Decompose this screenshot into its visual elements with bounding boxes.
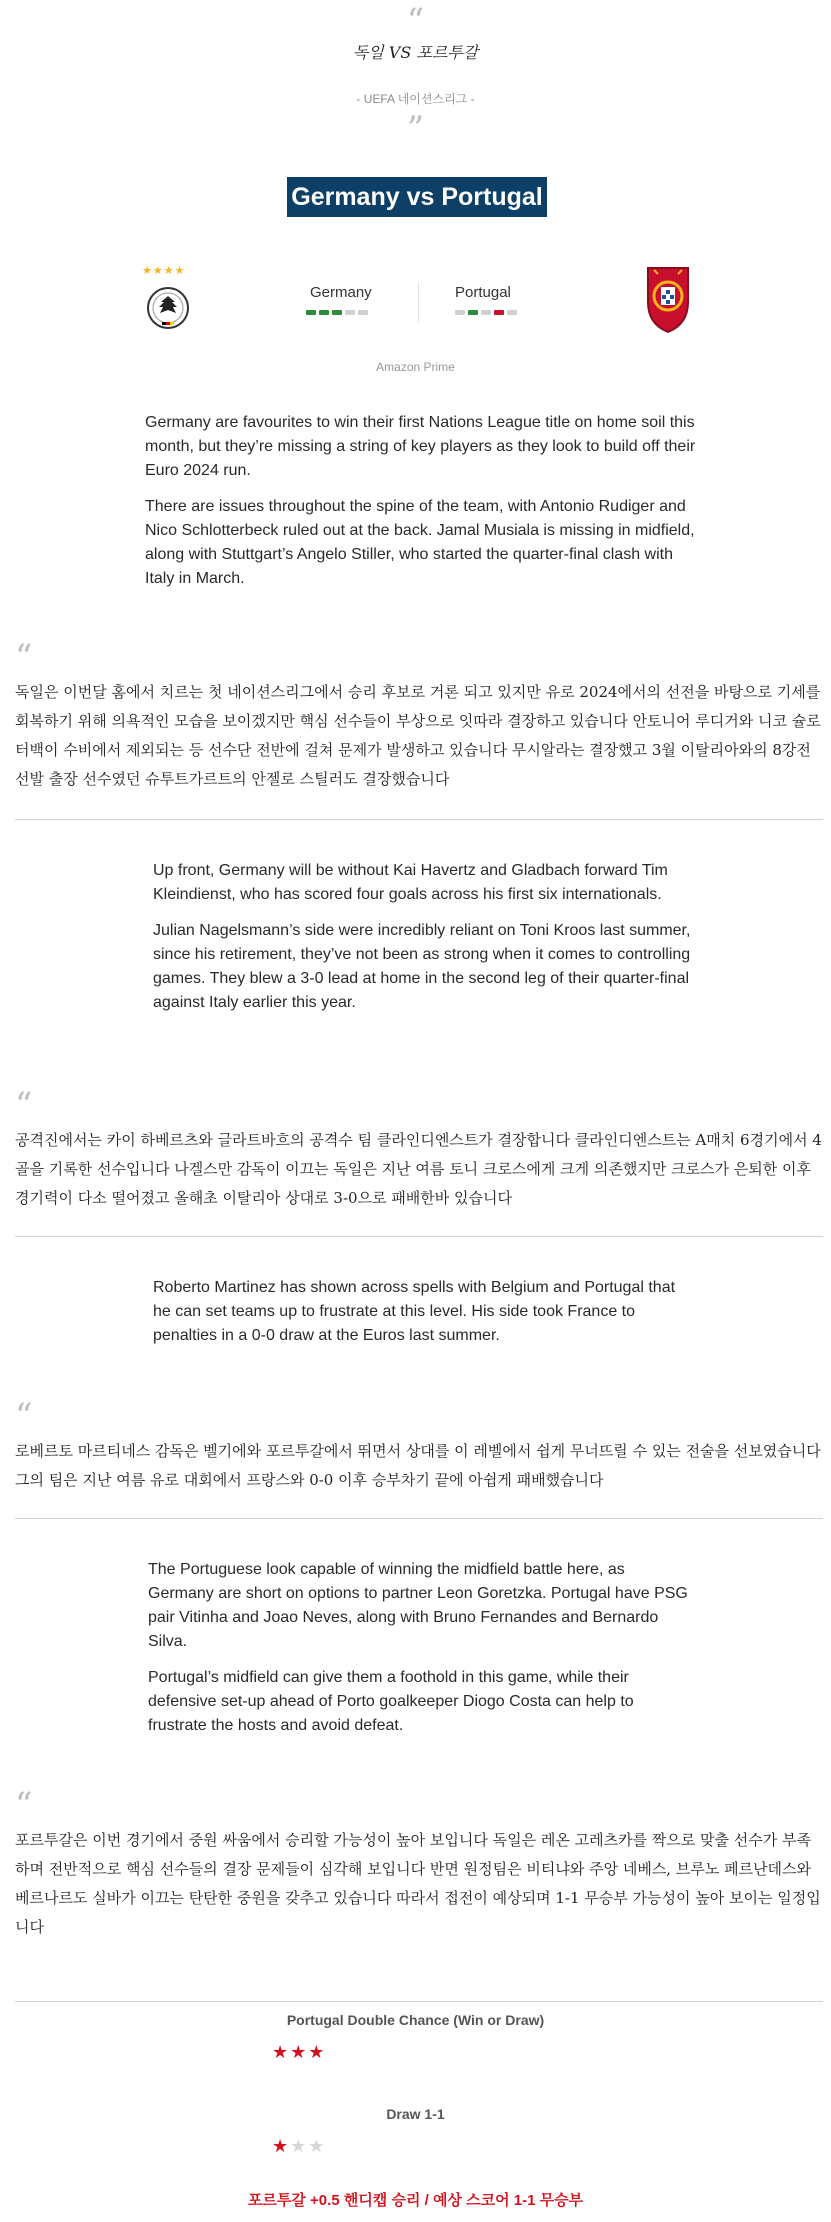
section-divider xyxy=(15,1518,823,1519)
broadcast-channel: Amazon Prime xyxy=(376,360,455,374)
form-result-w xyxy=(319,310,329,315)
star-filled-icon: ★ xyxy=(308,2042,327,2062)
star-filled-icon: ★ xyxy=(272,2042,291,2062)
germany-stars: ★★★★ xyxy=(142,265,186,277)
final-prediction: 포르투갈 +0.5 핸디캡 승리 / 예상 스코어 1-1 무승부 xyxy=(247,2192,584,2209)
form-result-l xyxy=(494,310,504,315)
analysis-paragraph: Up front, Germany will be without Kai Havertz and Gladbach forward Tim Kleindienst, who has scored four goals across his first six internationals. xyxy=(153,862,668,903)
away-team-name: Portugal xyxy=(455,284,511,301)
quote-icon: “ xyxy=(15,1396,33,1436)
analysis-paragraph: Roberto Martinez has shown across spells with Belgium and Portugal that he can set teams up to frustrate at this level. His side took France to penalties in a 0-0 draw at the Euros last summer. xyxy=(153,1279,676,1344)
match-banner: Germany vs Portugal xyxy=(287,177,547,217)
section-divider xyxy=(15,819,823,820)
pick-rating-1 xyxy=(272,2042,326,2063)
pick-title-1: Portugal Double Chance (Win or Draw) xyxy=(286,2012,545,2028)
competition-label: - UEFA 네이션스리그 - xyxy=(356,92,475,106)
close-quote-icon: ” xyxy=(406,109,425,149)
star-filled-icon: ★ xyxy=(290,2042,309,2062)
analysis-paragraph: The Portuguese look capable of winning the midfield battle here, as Germany are short on options to partner Leon Goretzka. Portugal have PSG pair Vitinha and Joao Neves, along with Bruno Fernandes and Bernardo Silva. xyxy=(148,1561,688,1650)
korean-analysis-2 xyxy=(15,1085,825,1213)
section-divider xyxy=(15,1236,823,1237)
pick-rating-2 xyxy=(272,2136,326,2157)
open-quote-icon: “ xyxy=(406,1,425,41)
form-result-d xyxy=(358,310,368,315)
korean-analysis-3 xyxy=(15,1396,825,1495)
english-analysis-1 xyxy=(145,411,700,603)
section-divider xyxy=(15,2001,823,2002)
star-empty-icon: ★ xyxy=(290,2136,309,2156)
form-result-d xyxy=(455,310,465,315)
star-empty-icon: ★ xyxy=(308,2136,327,2156)
form-result-w xyxy=(332,310,342,315)
korean-paragraph: 독일은 이번달 홈에서 치르는 첫 네이션스리그에서 승리 후보로 거론 되고 있지만 유로 2024에서의 선전을 바탕으로 기세를 회복하기 위해 의욕적인 모습을 보이겠지만 핵심 선수들이 부상으로 잇따라 결장하고 있습니다 안토니어 루디거와 니코 슐로터백이 수비에서 제외되는 등 선수단 전반에 걸쳐 문제가 발생하고 있습니다 무시알라는 결장했고 3월 이탈리아와의 8강전 선발 출장 선수였던 슈투트가르트의 안젤로 스틸러도 결장했습니다 xyxy=(15,683,821,788)
away-team-form xyxy=(455,310,517,315)
team-divider xyxy=(418,282,419,322)
form-result-d xyxy=(481,310,491,315)
analysis-paragraph: Julian Nagelsmann’s side were incredibly reliant on Toni Kroos last summer, since his retirement, they’ve not been as strong when it comes to controlling games. They blew a 3-0 lead at home in the second leg of their quarter-final against Italy earlier this year. xyxy=(153,922,691,1011)
english-analysis-2 xyxy=(153,859,693,1027)
quote-icon: “ xyxy=(15,1785,33,1825)
korean-paragraph: 공격진에서는 카이 하베르츠와 글라트바흐의 공격수 팀 클라인디엔스트가 결장합니다 클라인디엔스트는 A매치 6경기에서 4골을 기록한 선수입니다 나겔스만 감독이 이끄는 독일은 지난 여름 토니 크로스에게 크게 의존했지만 크로스가 은퇴한 이후 경기력이 다소 떨어졌고 올해초 이탈리아 상대로 3-0으로 패배한바 있습니다 xyxy=(15,1131,822,1207)
pick-title-2: Draw 1-1 xyxy=(386,2106,445,2122)
korean-analysis-4 xyxy=(15,1785,825,1942)
germany-crest-icon xyxy=(140,266,196,336)
form-result-w xyxy=(306,310,316,315)
english-analysis-4 xyxy=(148,1558,688,1750)
home-team-name: Germany xyxy=(310,284,372,301)
portugal-crest-icon xyxy=(640,262,696,336)
analysis-paragraph: Portugal’s midfield can give them a foothold in this game, while their defensive set-up ahead of Porto goalkeeper Diogo Costa can help to frustrate the hosts and avoid defeat. xyxy=(148,1669,634,1734)
english-analysis-3 xyxy=(153,1276,693,1360)
analysis-paragraph: Germany are favourites to win their first Nations League title on home soil this month, but they’re missing a string of key players as they look to build off their Euro 2024 run. xyxy=(145,414,696,479)
quote-icon: “ xyxy=(15,1085,33,1125)
star-filled-icon: ★ xyxy=(272,2136,291,2156)
korean-paragraph: 로베르토 마르티네스 감독은 벨기에와 포르투갈에서 뛰면서 상대를 이 레벨에서 쉽게 무너뜨릴 수 있는 전술을 선보였습니다 그의 팀은 지난 여름 유로 대회에서 프랑스와 0-0 이후 승부차기 끝에 아쉽게 패배했습니다 xyxy=(15,1442,821,1489)
form-result-w xyxy=(468,310,478,315)
korean-analysis-1 xyxy=(15,637,825,794)
form-result-d xyxy=(345,310,355,315)
home-team-form xyxy=(306,310,368,315)
quote-icon: “ xyxy=(15,637,33,677)
analysis-paragraph: There are issues throughout the spine of the team, with Antonio Rudiger and Nico Schlotterbeck ruled out at the back. Jamal Musiala is missing in midfield, along with Stuttgart’s Angelo Stiller, who started the quarter-final clash with Italy in March. xyxy=(145,498,695,587)
page-title: 독일 VS 포르투갈 xyxy=(352,43,479,62)
match-card xyxy=(0,258,831,358)
form-result-d xyxy=(507,310,517,315)
korean-paragraph: 포르투갈은 이번 경기에서 중원 싸움에서 승리할 가능성이 높아 보입니다 독일은 레온 고레츠카를 짝으로 맞출 선수가 부족하며 전반적으로 핵심 선수들의 결장 문제들이 심각해 보입니다 반면 원정팀은 비티냐와 주앙 네베스, 브루노 페르난데스와 베르나르도 실바가 이끄는 탄탄한 중원을 갖추고 있습니다 따라서 접전이 예상되며 1-1 무승부 가능성이 높아 보이는 일정입니다 xyxy=(15,1831,821,1936)
